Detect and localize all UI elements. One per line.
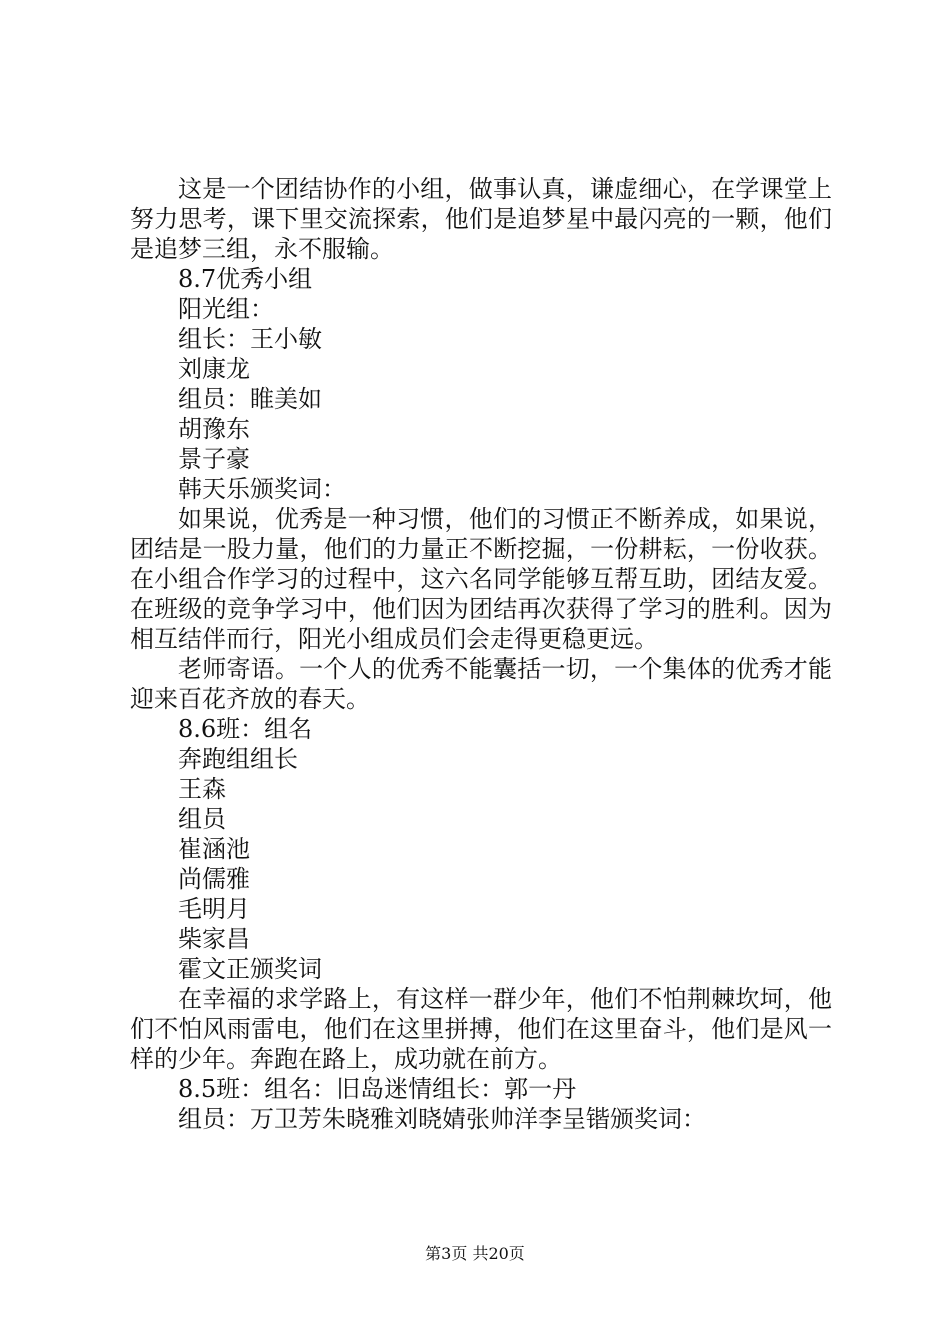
paragraph-award-speech-running: 在幸福的求学路上，有这样一群少年，他们不怕荆棘坎坷，他们不怕风雨雷电，他们在这里拼搏，他们在这里奋斗，他们是风一样的少年。奔跑在路上，成功就在前方。: [130, 985, 832, 1073]
class-group-name-line: 8.5班：组名：旧岛迷情组长：郭一丹: [178, 1075, 577, 1103]
document-body: [130, 174, 832, 1134]
paragraph-teacher-message: 老师寄语。一个人的优秀不能囊括一切，一个集体的优秀才能迎来百花齐放的春天。: [130, 655, 832, 713]
member-name: 崔涵池: [178, 835, 250, 863]
member-name: 柴家昌: [178, 925, 250, 953]
group-members-line: 组员：睢美如: [178, 385, 322, 413]
class-group-name-line: 8.6班：组名: [178, 715, 313, 743]
member-name: 景子豪: [178, 445, 250, 473]
group-name-sunshine: 阳光组：: [178, 295, 274, 323]
group-members-line: 组员：万卫芳朱晓雅刘晓婧张帅洋李呈锴颁奖词：: [178, 1105, 706, 1133]
member-name: 胡豫东: [178, 415, 250, 443]
award-speech-label: 霍文正颁奖词: [178, 955, 322, 983]
member-name: 毛明月: [178, 895, 250, 923]
award-speech-label: 韩天乐颁奖词：: [178, 475, 346, 503]
group-members-label: 组员: [178, 805, 226, 833]
page-footer: 第3页 共20页: [425, 1244, 525, 1263]
paragraph-team-three: 这是一个团结协作的小组，做事认真，谦虚细心，在学课堂上努力思考，课下里交流探索，他们是追梦星中最闪亮的一颗，他们是追梦三组，永不服输。: [130, 175, 832, 263]
member-name: 尚儒雅: [178, 865, 250, 893]
group-leader-label: 奔跑组组长: [178, 745, 298, 773]
heading-excellent-group: 8.7优秀小组: [178, 265, 313, 293]
group-leader-line: 组长：王小敏: [178, 325, 322, 353]
paragraph-award-speech-sunshine: 如果说，优秀是一种习惯，他们的习惯正不断养成，如果说，团结是一股力量，他们的力量正不断挖掘，一份耕耘，一份收获。在小组合作学习的过程中，这六名同学能够互帮互助，团结友爱。在班级的竞争学习中，他们因为团结再次获得了学习的胜利。因为相互结伴而行，阳光小组成员们会走得更稳更远。: [130, 505, 832, 653]
member-name: 王森: [178, 775, 226, 803]
member-name: 刘康龙: [178, 355, 250, 383]
